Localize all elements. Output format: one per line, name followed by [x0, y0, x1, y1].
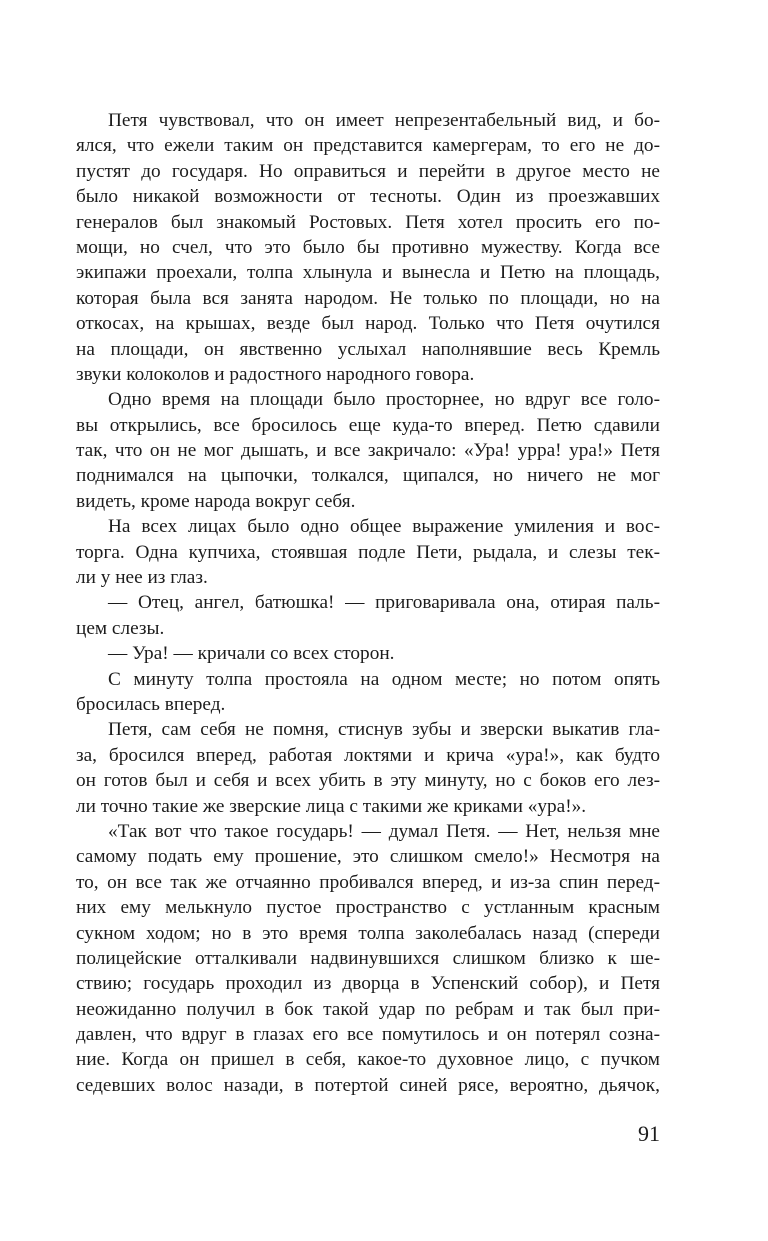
text-line: ялся, что ежели таким он представится камергерам, то его не до-: [76, 135, 660, 157]
text-line: самому подать ему прошение, это слишком смело!» Несмотря на: [76, 846, 660, 868]
text-line: — Ура! — кричали со всех сторон.: [108, 643, 395, 665]
text-line: Одно время на площади было просторнее, но вдруг все голо-: [108, 389, 660, 411]
text-line: сукном ходом; но в это время толпа заколебалась назад (спереди: [76, 922, 660, 944]
body-text: [76, 108, 660, 1098]
text-line: экипажи проехали, толпа хлынула и вынесла и Петю на площадь,: [76, 262, 660, 284]
text-line: — Отец, ангел, батюшка! — приговаривала она, отирая паль-: [108, 592, 660, 614]
text-line: так, что он не мог дышать, и все закричало: «Ура! урра! ура!» Петя: [76, 440, 660, 462]
text-line: полицейские отталкивали надвинувшихся слишком близко к ше-: [76, 947, 660, 969]
text-line: он готов был и себя и всех убить в эту минуту, но с боков его лез-: [76, 770, 660, 792]
text-line: ние. Когда он пришел в себя, какое-то духовное лицо, с пучком: [76, 1049, 660, 1071]
text-line: звуки колоколов и радостного народного говора.: [76, 363, 475, 385]
text-line: Петя, сам себя не помня, стиснув зубы и зверски выкатив гла-: [108, 719, 660, 741]
text-line: «Так вот что такое государь! — думал Петя. — Нет, нельзя мне: [108, 820, 660, 842]
text-line: ствию; государь проходил из дворца в Успенский собор), и Петя: [76, 973, 660, 995]
text-line: цем слезы.: [76, 617, 165, 639]
text-line: генералов был знакомый Ростовых. Петя хотел просить его по-: [76, 211, 660, 233]
page-number: 91: [638, 1121, 660, 1146]
text-line: На всех лицах было одно общее выражение умиления и вос-: [108, 516, 660, 538]
text-line: них ему мелькнуло пустое пространство с устланным красным: [76, 897, 660, 919]
text-line: которая была вся занята народом. Не только по площади, но на: [76, 287, 660, 309]
text-line: торга. Одна купчиха, стоявшая подле Пети, рыдала, и слезы тек-: [76, 541, 660, 563]
text-line: видеть, кроме народа вокруг себя.: [76, 490, 356, 512]
text-line: поднимался на цыпочки, толкался, щипался, но ничего не мог: [76, 465, 660, 487]
text-line: бросилась вперед.: [76, 693, 226, 715]
text-line: С минуту толпа простояла на одном месте; но потом опять: [108, 668, 660, 690]
text-line: за, бросился вперед, работая локтями и крича «ура!», как будто: [76, 744, 660, 766]
text-line: вы открылись, все бросилось еще куда-то вперед. Петю сдавили: [76, 414, 660, 436]
text-line: ли у нее из глаз.: [76, 567, 208, 589]
text-line: откосах, на крышах, везде был народ. Только что Петя очутился: [76, 313, 660, 335]
text-line: то, он все так же отчаянно пробивался вперед, и из-за спин перед-: [76, 871, 660, 893]
text-line: было никакой возможности от тесноты. Один из проезжавших: [76, 186, 660, 208]
text-line: седевших волос назади, в потертой синей рясе, вероятно, дьячок,: [76, 1074, 660, 1096]
text-line: на площади, он явственно услыхал наполнявшие весь Кремль: [76, 338, 660, 360]
text-line: давлен, что вдруг в глазах его все помутилось и он потерял созна-: [76, 1024, 660, 1046]
text-line: мощи, но счел, что это было бы противно мужеству. Когда все: [76, 236, 660, 258]
text-line: пустят до государя. Но оправиться и перейти в другое место не: [76, 160, 660, 182]
text-line: ли точно такие же зверские лица с такими же криками «ура!».: [76, 795, 587, 817]
text-line: Петя чувствовал, что он имеет непрезентабельный вид, и бо-: [108, 110, 660, 131]
text-line: неожиданно получил в бок такой удар по ребрам и так был при-: [76, 998, 660, 1020]
